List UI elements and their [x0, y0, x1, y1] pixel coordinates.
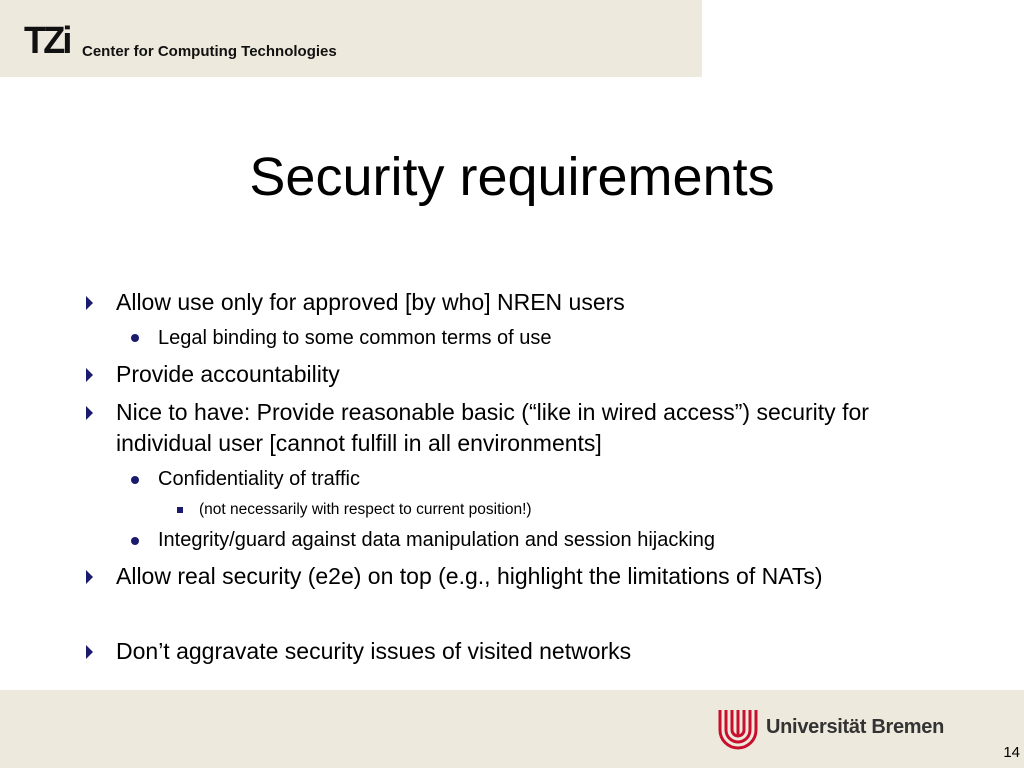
slide-title: Security requirements — [249, 147, 775, 207]
sub-sub-bullet-item: (not necessarily with respect to current position!) — [199, 501, 532, 518]
org-name: Center for Computing Technologies — [82, 43, 337, 60]
tzi-logo: TZi — [24, 20, 70, 62]
triangle-bullet-icon — [86, 645, 93, 659]
triangle-bullet-icon — [86, 406, 93, 420]
university-logo-icon — [716, 706, 760, 750]
dot-bullet-icon — [131, 537, 139, 545]
bullet-item: Don’t aggravate security issues of visited networks — [116, 638, 632, 664]
triangle-bullet-icon — [86, 296, 93, 310]
bullet-item: Provide accountability — [116, 361, 340, 387]
square-bullet-icon — [177, 507, 183, 513]
sub-bullet-item: Confidentiality of traffic — [158, 468, 360, 490]
dot-bullet-icon — [131, 334, 139, 342]
bullet-item: Allow real security (e2e) on top (e.g., highlight the limitations of NATs) — [116, 563, 823, 589]
sub-bullet-item: Integrity/guard against data manipulation and session hijacking — [158, 529, 716, 551]
bullet-item: Nice to have: Provide reasonable basic (“like in wired access”) security for individual user [cannot fulfill in all environments] — [116, 399, 869, 456]
dot-bullet-icon — [131, 476, 139, 484]
triangle-bullet-icon — [86, 368, 93, 382]
sub-bullet-item: Legal binding to some common terms of use — [158, 327, 552, 349]
page-number: 14 — [1003, 744, 1020, 761]
triangle-bullet-icon — [86, 570, 93, 584]
university-name: Universität Bremen — [766, 716, 944, 738]
bullet-item: Allow use only for approved [by who] NREN users — [116, 289, 625, 315]
